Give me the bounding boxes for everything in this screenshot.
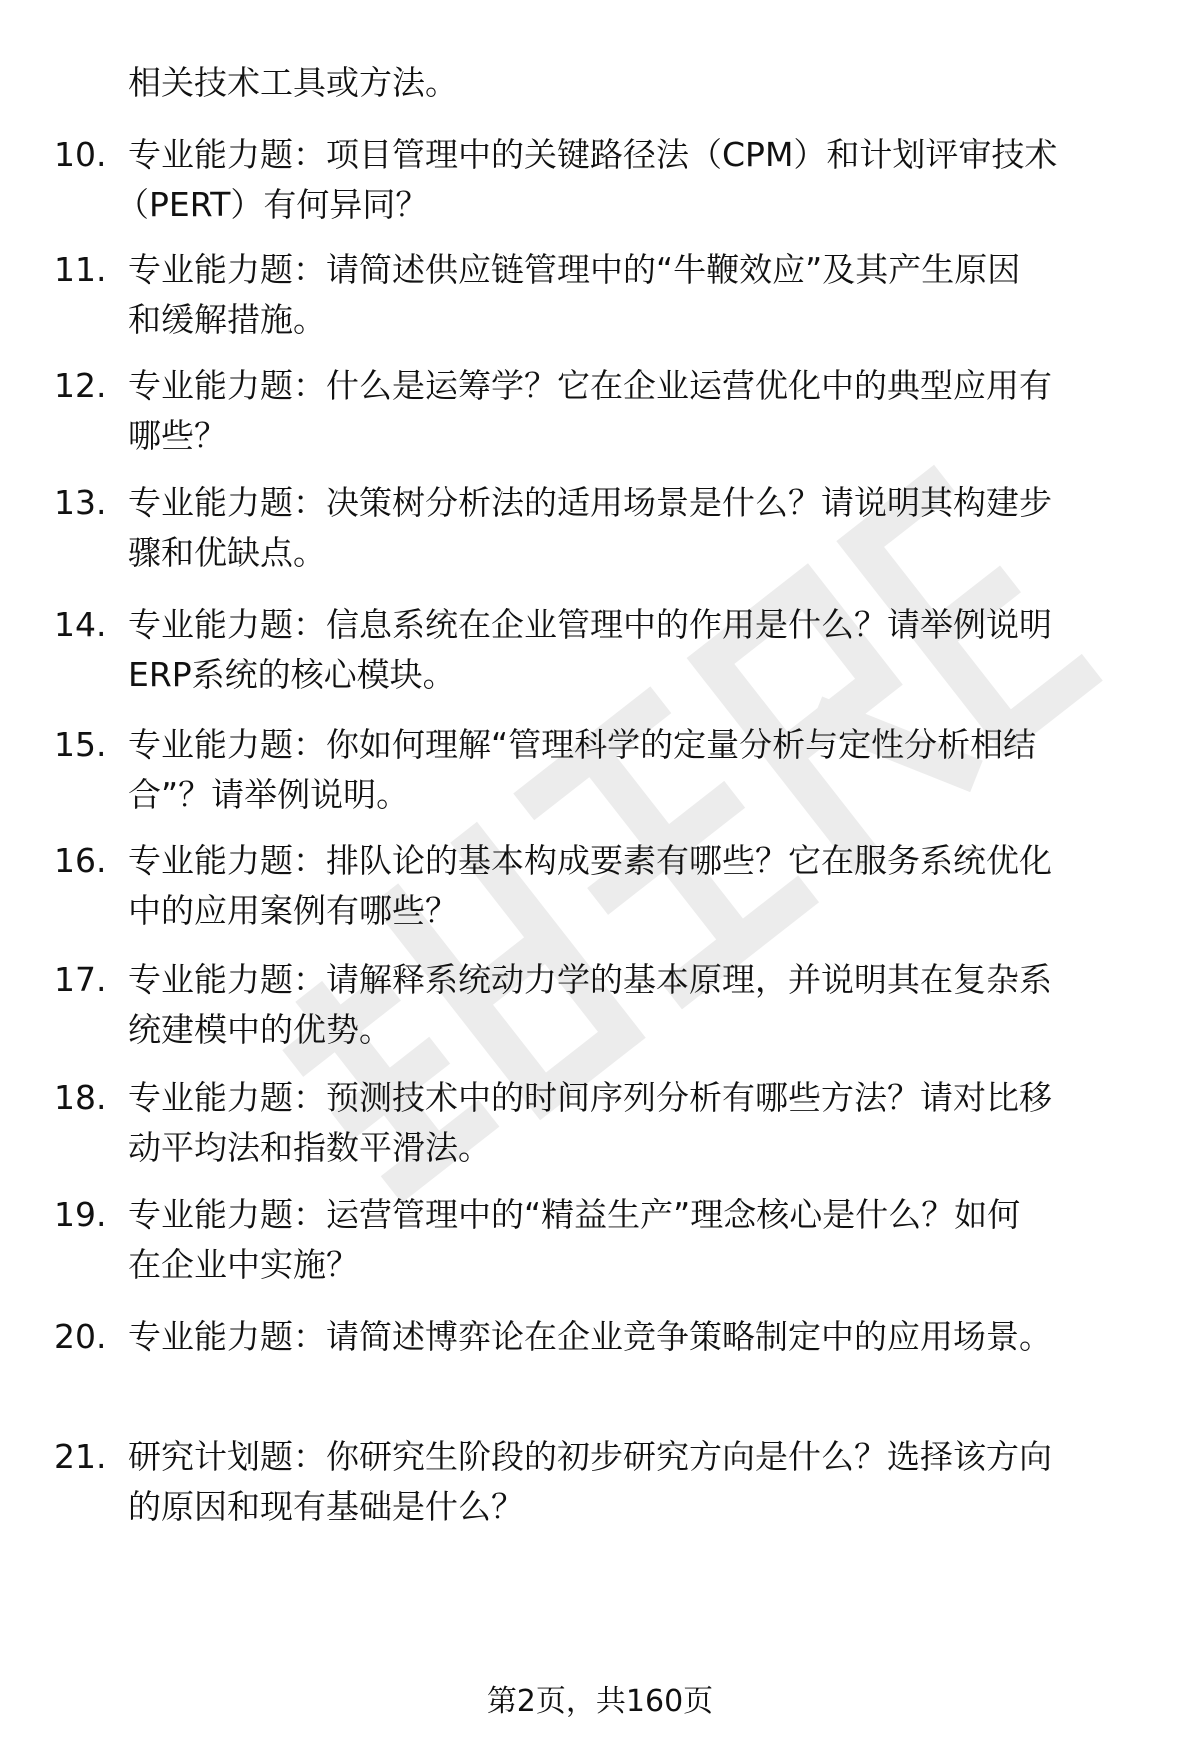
question-line: 哪些？ [128,416,227,455]
question-line: 和缓解措施。 [128,300,326,339]
question-line: 专业能力题：你如何理解“管理科学的定量分析与定性分析相结 [128,725,1037,764]
question-number: 15. [54,725,107,764]
continuation-text: 相关技术工具或方法。 [128,63,458,102]
question-text [128,836,1148,936]
question-text [128,1190,1148,1290]
question-line: 在企业中实施？ [128,1245,359,1284]
question-line: 专业能力题：运营管理中的“精益生产”理念核心是什么？如何 [128,1195,1021,1234]
question-line: 的原因和现有基础是什么？ [128,1487,524,1526]
question-line: 专业能力题：项目管理中的关键路径法（CPM）和计划评审技术 [128,135,1058,174]
question-line: ERP系统的核心模块。 [128,655,456,694]
question-text [116,130,1148,230]
question-number: 19. [54,1195,107,1234]
question-line: 统建模中的优势。 [128,1010,392,1049]
question-line: 专业能力题：请简述博弈论在企业竞争策略制定中的应用场景。 [128,1317,1052,1356]
question-text [128,245,1148,345]
question-text [128,600,1148,700]
question-text [128,955,1148,1055]
question-number: 17. [54,960,107,999]
question-number: 14. [54,605,107,644]
question-number: 20. [54,1317,107,1356]
question-line: 专业能力题：请解释系统动力学的基本原理，并说明其在复杂系 [128,960,1052,999]
question-text [128,1312,1148,1362]
question-line: 动平均法和指数平滑法。 [128,1128,491,1167]
question-line: 专业能力题：排队论的基本构成要素有哪些？它在服务系统优化 [128,841,1052,880]
question-text [128,1073,1148,1173]
question-number: 11. [54,250,107,289]
question-text [128,720,1148,820]
question-line: 骤和优缺点。 [128,533,326,572]
question-number: 13. [54,483,107,522]
question-line: 专业能力题：什么是运筹学？它在企业运营优化中的典型应用有 [128,366,1052,405]
question-number: 21. [54,1437,107,1476]
question-line: 合”？请举例说明。 [128,775,410,814]
question-text [128,1432,1148,1532]
question-number: 12. [54,366,107,405]
question-number: 16. [54,841,107,880]
question-number: 18. [54,1078,107,1117]
question-line: 专业能力题：预测技术中的时间序列分析有哪些方法？请对比移 [128,1078,1052,1117]
question-line: 研究计划题：你研究生阶段的初步研究方向是什么？选择该方向 [128,1437,1052,1476]
question-line: 专业能力题：信息系统在企业管理中的作用是什么？请举例说明 [128,605,1052,644]
page-footer: 第2页，共160页 [486,1684,714,1719]
question-text [128,361,1148,461]
question-line: 中的应用案例有哪些？ [128,891,458,930]
question-number: 10. [54,135,107,174]
question-line: （PERT）有何异同？ [116,185,429,224]
question-line: 专业能力题：请简述供应链管理中的“牛鞭效应”及其产生原因 [128,250,1021,289]
question-line: 专业能力题：决策树分析法的适用场景是什么？请说明其构建步 [128,483,1052,522]
question-text [128,478,1148,578]
